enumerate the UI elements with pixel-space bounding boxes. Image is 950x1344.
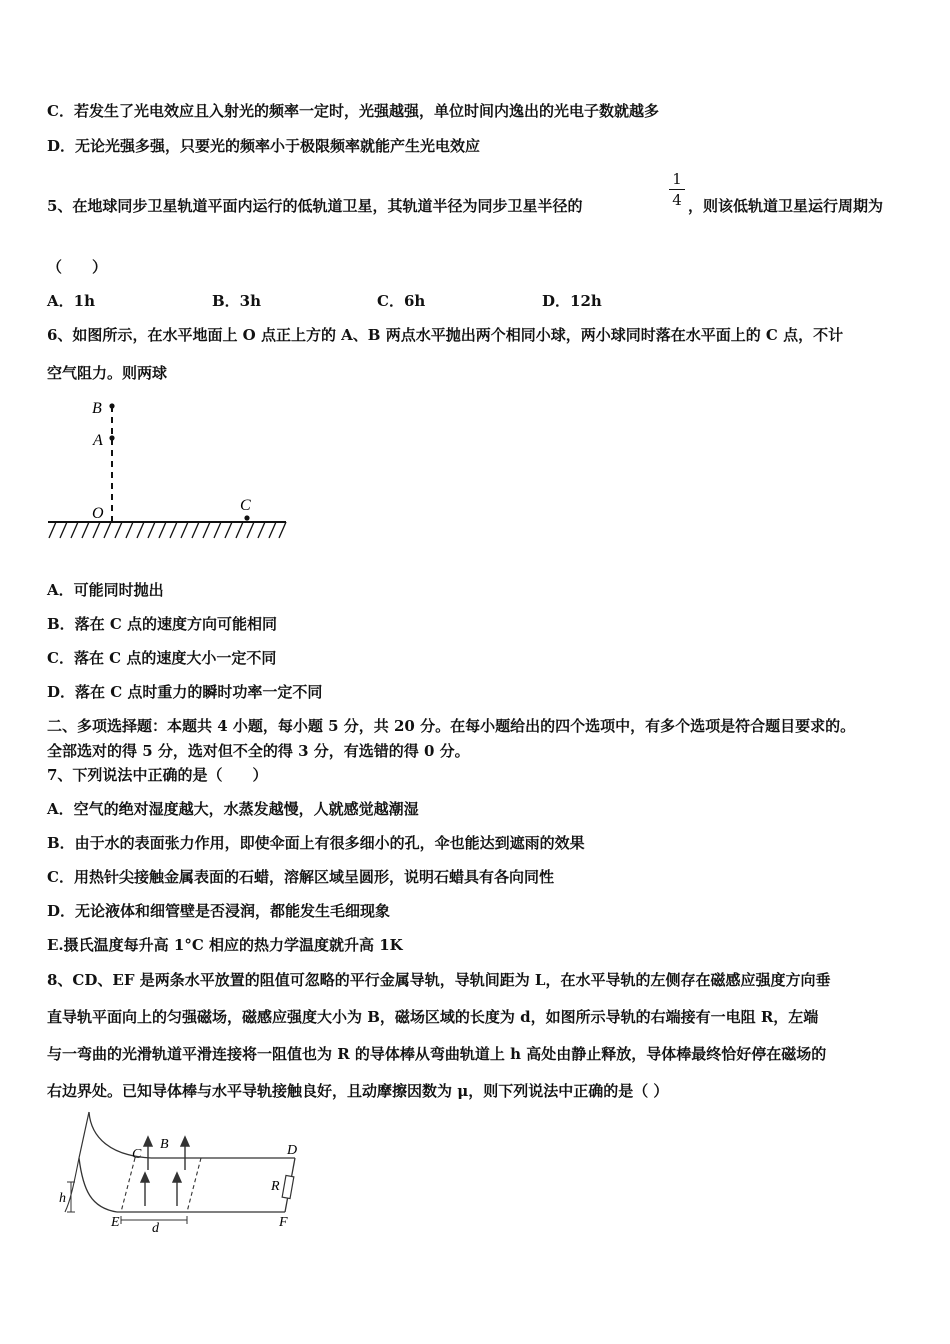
q8-label-d-point: D	[287, 1143, 298, 1158]
q6-label-b: B	[92, 400, 102, 417]
q8-figure	[55, 1108, 315, 1238]
q6-label-c: C	[240, 497, 251, 514]
q7-option-a: A．空气的绝对湿度越大，水蒸发越慢，人就感觉越潮湿	[47, 800, 419, 818]
q6-label-a: A	[93, 432, 103, 449]
q8-line3: 与一弯曲的光滑轨道平滑连接将一阻值也为 R 的导体棒从弯曲轨道上 h 高处由静止释放，导体棒最终恰好停在磁场的	[47, 1045, 827, 1063]
q5-option-c: C．6h	[377, 292, 426, 310]
q8-label-r: R	[271, 1179, 280, 1194]
q5-option-a: A．1h	[47, 292, 95, 310]
q5-fraction-denominator: 4	[672, 191, 682, 209]
q8-label-b: B	[160, 1137, 169, 1152]
q6-option-b: B．落在 C 点的速度方向可能相同	[47, 615, 278, 633]
q5-blank: （ ）	[47, 258, 108, 276]
q7-stem: 7、下列说法中正确的是（ ）	[47, 766, 268, 784]
q5-stem-after: ，则该低轨道卫星运行周期为	[688, 197, 884, 215]
q6-stem-line1: 6、如图所示，在水平地面上 O 点正上方的 A、B 两点水平抛出两个相同小球，两小球同时落在水平面上的 C 点，不计	[47, 326, 844, 344]
q5-stem-before: 5、在地球同步卫星轨道平面内运行的低轨道卫星，其轨道半径为同步卫星半径的	[47, 197, 583, 215]
q8-line4: 右边界处。已知导体棒与水平导轨接触良好，且动摩擦因数为 μ，则下列说法中正确的是（ ）	[47, 1082, 669, 1100]
q7-option-b: B．由于水的表面张力作用，即使伞面上有很多细小的孔，伞也能达到遮雨的效果	[47, 834, 585, 852]
q8-label-c: C	[132, 1147, 142, 1162]
q8-label-d-length: d	[152, 1221, 159, 1236]
q8-label-e: E	[111, 1215, 120, 1230]
q5-fraction	[669, 170, 685, 209]
q6-figure	[40, 392, 300, 547]
q5-fraction-numerator: 1	[672, 170, 682, 188]
q6-option-d: D．落在 C 点时重力的瞬时功率一定不同	[47, 683, 323, 701]
q6-option-a: A．可能同时抛出	[47, 581, 164, 599]
q7-option-d: D．无论液体和细管壁是否浸润，都能发生毛细现象	[47, 902, 391, 920]
q6-label-o: O	[92, 505, 104, 522]
q7-option-e: E.摄氏温度每升高 1°C 相应的热力学温度就升高 1K	[47, 936, 403, 954]
q8-label-f: F	[279, 1215, 288, 1230]
q8-line2: 直导轨平面向上的匀强磁场，磁感应强度大小为 B，磁场区域的长度为 d，如图所示导轨的右端接有一电阻 R，左端	[47, 1008, 819, 1026]
q8-line1: 8、CD、EF 是两条水平放置的阻值可忽略的平行金属导轨，导轨间距为 L，在水平导轨的左侧存在磁感应强度方向垂	[47, 971, 831, 989]
q6-option-c: C．落在 C 点的速度大小一定不同	[47, 649, 277, 667]
q5-option-d: D．12h	[542, 292, 602, 310]
q7-option-c: C．用热针尖接触金属表面的石蜡，溶解区域呈圆形，说明石蜡具有各向同性	[47, 868, 554, 886]
q5-fraction-bar	[669, 189, 685, 190]
q4-option-c: C．若发生了光电效应且入射光的频率一定时，光强越强，单位时间内逸出的光电子数就越多	[47, 102, 659, 120]
section2-line2: 全部选对的得 5 分，选对但不全的得 3 分，有选错的得 0 分。	[47, 742, 470, 760]
q4-option-d: D．无论光强多强，只要光的频率小于极限频率就能产生光电效应	[47, 137, 481, 155]
q6-stem-line2: 空气阻力。则两球	[47, 364, 168, 382]
q5-option-b: B．3h	[212, 292, 262, 310]
section2-line1: 二、多项选择题：本题共 4 小题，每小题 5 分，共 20 分。在每小题给出的四个选项中，有多个选项是符合题目要求的。	[47, 717, 856, 735]
q8-label-h: h	[59, 1191, 66, 1206]
